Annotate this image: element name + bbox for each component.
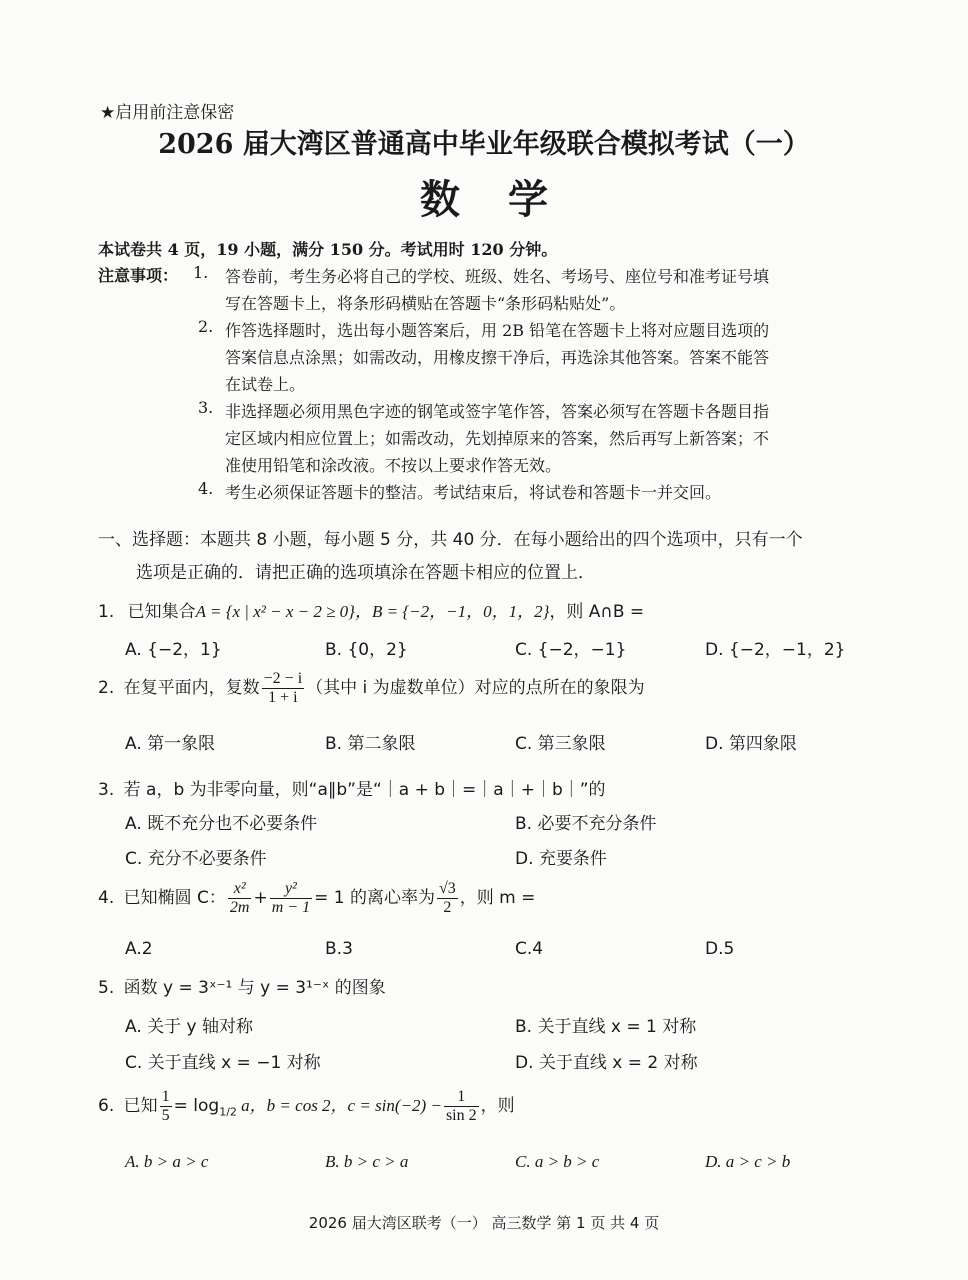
q4-post: ，则 m = <box>459 888 536 909</box>
q1-number: 1. <box>98 602 115 622</box>
q5-option-c: C. 关于直线 x = −1 对称 <box>125 1053 321 1073</box>
q6-pre: 已知 <box>123 1096 158 1117</box>
q1-set-a: A = {x | x² − x − 2 ≥ 0} <box>195 602 355 621</box>
note-4-line-1: 考生必须保证答题卡的整洁。考试结束后，将试卷和答题卡一并交回。 <box>225 483 722 502</box>
q3-option-d: D. 充要条件 <box>515 849 607 869</box>
q5-option-d: D. 关于直线 x = 2 对称 <box>515 1053 698 1073</box>
q6-log-base: 1/2 <box>219 1105 237 1119</box>
note-1-line-1: 答卷前，考生务必将自己的学校、班级、姓名、考场号、座位号和准考证号填 <box>225 267 770 286</box>
note-2-line-3: 在试卷上。 <box>225 375 306 394</box>
question-1 <box>98 597 644 622</box>
note-3-line-2: 定区域内相应位置上；如需改动，先划掉原来的答案，然后再写上新答案；不 <box>225 429 770 448</box>
q4-fraction-x <box>228 880 252 916</box>
q4-plus: + <box>253 888 268 909</box>
page-footer: 2026 届大湾区联考（一） 高三数学 第 1 页 共 4 页 <box>308 1214 660 1232</box>
q5-number: 5. <box>98 978 115 998</box>
q5-option-b: B. 关于直线 x = 1 对称 <box>515 1017 697 1037</box>
q6-option-c: C. a > b > c <box>515 1152 600 1171</box>
q4-option-d: D.5 <box>705 939 735 959</box>
q6-mid-1: = log <box>173 1096 220 1117</box>
section-1-line-2: 选项是正确的．请把正确的选项填涂在答题卡相应的位置上． <box>136 563 595 583</box>
q4-pre: 已知椭圆 C： <box>123 888 226 909</box>
q1-option-b: B. {0，2} <box>325 640 408 660</box>
q1-option-a: A. {−2，1} <box>125 640 222 660</box>
q6-f1-denominator: 5 <box>161 1106 170 1124</box>
question-4 <box>98 880 535 916</box>
q6-f2-numerator: 1 <box>444 1088 479 1107</box>
q4-fraction-e <box>437 880 458 916</box>
q4-option-b: B.3 <box>325 939 353 959</box>
q1-option-d: D. {−2，−1，2} <box>705 640 846 660</box>
q5-option-a: A. 关于 y 轴对称 <box>125 1017 254 1037</box>
question-6 <box>98 1088 515 1124</box>
section-1-line-1: 一、选择题：本题共 8 小题，每小题 5 分，共 40 分．在每小题给出的四个选项中，只有一个 <box>98 530 803 550</box>
question-3 <box>98 775 606 800</box>
q1-pre: 已知集合 <box>127 602 196 622</box>
q1-option-c: C. {−2，−1} <box>515 640 627 660</box>
note-1-number: 1. <box>193 263 209 282</box>
q6-fraction-1 <box>160 1088 172 1124</box>
q2-fraction-numerator: −2 − i <box>263 670 303 687</box>
q6-f2-denominator: sin 2 <box>445 1106 477 1124</box>
q2-fraction-denominator: 1 + i <box>268 688 298 706</box>
q3-text: 若 a，b 为非零向量，则“a∥b”是“｜a + b｜=｜a｜+｜b｜”的 <box>123 780 606 800</box>
q2-option-d: D. 第四象限 <box>705 734 797 754</box>
q6-option-a: A. b > a > c <box>125 1152 209 1171</box>
note-3-line-3: 准使用铅笔和涂改液。不按以上要求作答无效。 <box>225 456 562 475</box>
q2-fraction <box>262 670 305 706</box>
q3-option-a: A. 既不充分也不必要条件 <box>125 814 318 834</box>
q4-fx-denominator: 2m <box>229 898 250 916</box>
q3-option-c: C. 充分不必要条件 <box>125 849 267 869</box>
q2-pre: 在复平面内，复数 <box>123 678 260 699</box>
q4-option-c: C.4 <box>515 939 544 959</box>
q4-fy-numerator: y² <box>270 880 312 899</box>
q1-post: ，则 A∩B = <box>549 602 645 622</box>
confidential-notice: ★启用前注意保密 <box>100 103 235 123</box>
note-2-line-1: 作答选择题时，选出每小题答案后，用 2B 铅笔在答题卡上将对应题目选项的 <box>225 321 770 340</box>
q5-text: 函数 y = 3ˣ⁻¹ 与 y = 3¹⁻ˣ 的图象 <box>123 978 386 998</box>
q1-set-b: ，B = {−2，−1，0，1，2} <box>354 602 550 621</box>
q4-fe-numerator: √3 <box>438 880 456 897</box>
q2-option-a: A. 第一象限 <box>125 734 216 754</box>
q6-number: 6. <box>98 1096 115 1117</box>
q6-option-d: D. a > c > b <box>705 1152 791 1171</box>
note-2-number: 2. <box>198 317 214 336</box>
exam-info: 本试卷共 4 页，19 小题，满分 150 分。考试用时 120 分钟。 <box>98 240 558 259</box>
q6-mid-2: a，b = cos 2，c = sin(−2) − <box>236 1096 442 1116</box>
note-3-number: 3. <box>198 398 214 417</box>
q4-number: 4. <box>98 888 115 909</box>
q6-fraction-2 <box>444 1088 479 1124</box>
q2-post: （其中 i 为虚数单位）对应的点所在的象限为 <box>306 678 645 699</box>
question-2 <box>98 670 645 706</box>
section-1-heading <box>98 524 803 590</box>
q3-number: 3. <box>98 780 115 800</box>
q4-fe-denominator: 2 <box>443 898 452 916</box>
notes-label: 注意事项： <box>98 266 179 285</box>
q2-option-b: B. 第二象限 <box>325 734 416 754</box>
subject-title: 数学 <box>420 176 596 223</box>
q3-option-b: B. 必要不充分条件 <box>515 814 657 834</box>
note-3-line-1: 非选择题必须用黑色字迹的钢笔或签字笔作答，答案必须写在答题卡各题目指 <box>225 402 770 421</box>
q2-option-c: C. 第三象限 <box>515 734 606 754</box>
q4-option-a: A.2 <box>125 939 153 959</box>
q4-mid: = 1 的离心率为 <box>314 888 435 909</box>
q4-fy-denominator: m − 1 <box>271 898 311 916</box>
q6-post: ，则 <box>480 1096 515 1117</box>
q4-fx-numerator: x² <box>228 880 252 899</box>
q4-fraction-y <box>270 880 312 916</box>
note-1-line-2: 写在答题卡上，将条形码横贴在答题卡“条形码粘贴处”。 <box>225 294 626 313</box>
q6-option-b: B. b > c > a <box>325 1152 409 1171</box>
note-2-line-2: 答案信息点涂黑；如需改动，用橡皮擦干净后，再选涂其他答案。答案不能答 <box>225 348 770 367</box>
q6-f1-numerator: 1 <box>161 1088 170 1105</box>
q2-number: 2. <box>98 678 115 699</box>
note-4-number: 4. <box>198 479 214 498</box>
exam-title: 2026 届大湾区普通高中毕业年级联合模拟考试（一） <box>158 129 810 160</box>
question-5 <box>98 973 386 998</box>
